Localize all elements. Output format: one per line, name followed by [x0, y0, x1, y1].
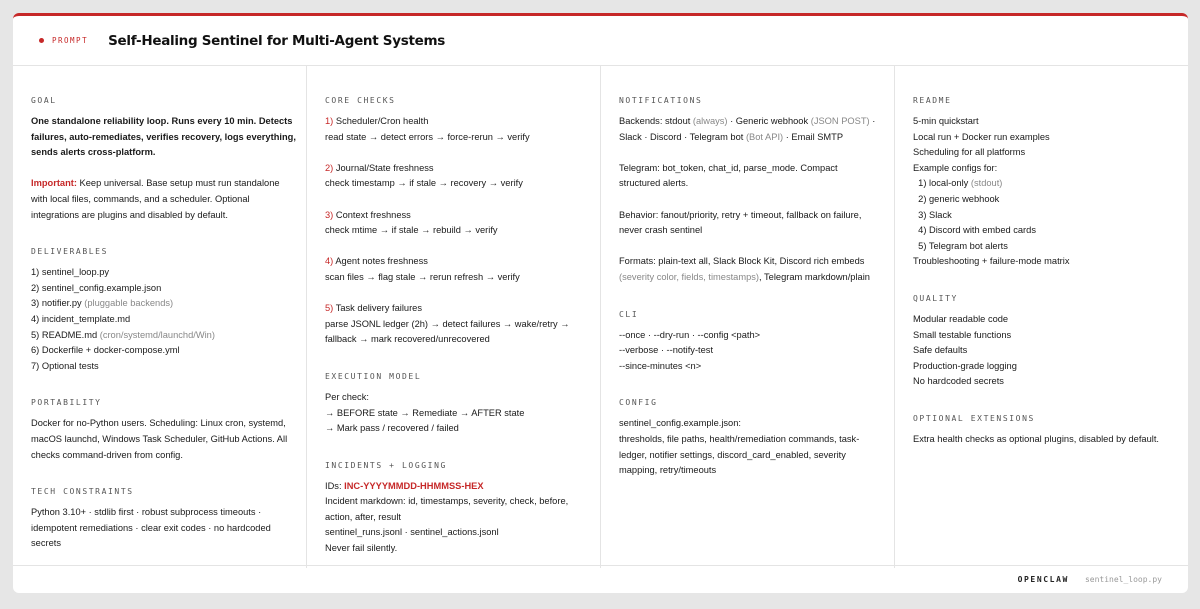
text-segment: 4)	[325, 256, 334, 267]
text-line	[31, 114, 306, 130]
text-segment: Context freshness	[333, 209, 411, 220]
text-line	[325, 479, 600, 495]
text-segment: (severity color, fields, timestamps)	[619, 271, 760, 282]
text-segment: 5) Telegram bot alerts	[913, 240, 1008, 251]
section-core-checks	[325, 96, 600, 348]
text-segment: Keep universal. Base setup must run standalone	[76, 178, 280, 189]
text-line	[31, 416, 306, 432]
text-line	[619, 416, 894, 432]
line-gap	[325, 286, 600, 302]
status-dot-icon	[39, 38, 44, 43]
text-line	[31, 296, 306, 312]
text-segment: Formats: plain-text all, Slack Block Kit, Discord rich embeds	[619, 256, 865, 267]
text-line	[619, 359, 894, 375]
text-line	[913, 374, 1188, 390]
section-title: DELIVERABLES	[31, 247, 108, 257]
text-segment: Never fail silently.	[325, 543, 398, 554]
section-execution-model	[325, 372, 600, 437]
text-line	[913, 130, 1188, 146]
text-segment: structured alerts.	[619, 178, 689, 189]
text-segment: read state → detect errors → force-rerun → verify	[325, 131, 530, 142]
text-segment: Small testable functions	[913, 329, 1012, 340]
text-line	[619, 270, 894, 286]
section-title: CONFIG	[619, 398, 658, 408]
text-segment: 1)	[325, 116, 334, 126]
text-segment: Agent notes freshness	[333, 256, 428, 267]
text-segment: check timestamp → if stale → recovery → verify	[325, 178, 523, 189]
text-segment: failures, auto-remediates, verifies recovery, logs everything,	[31, 131, 296, 142]
text-segment: thresholds, file paths, health/remediation commands, task-	[619, 433, 860, 444]
text-line	[325, 114, 600, 130]
text-line	[325, 254, 600, 270]
section-cli	[619, 310, 894, 375]
text-segment: Task delivery failures	[333, 303, 422, 314]
text-segment: (JSON POST)	[810, 116, 870, 126]
content-columns	[13, 66, 1188, 568]
text-line	[325, 317, 600, 333]
section-readme	[913, 96, 1188, 270]
text-segment: secrets	[31, 538, 61, 549]
section-deliverables	[31, 247, 306, 374]
text-line	[31, 208, 306, 224]
text-line	[325, 525, 600, 541]
text-segment: 5) README.md	[31, 329, 100, 340]
section-optional-extensions	[913, 414, 1188, 448]
text-line	[325, 541, 600, 557]
text-line	[31, 312, 306, 328]
text-segment: never crash sentinel	[619, 225, 703, 236]
prompt-tag: PROMPT	[52, 36, 89, 45]
text-segment: · Generic webhook	[727, 116, 811, 126]
text-segment: (pluggable backends)	[84, 298, 174, 309]
text-line	[325, 390, 600, 406]
text-segment: sends alerts cross-platform.	[31, 147, 156, 158]
text-segment: idempotent remediations · clear exit codes · no hardcoded	[31, 522, 271, 533]
text-line	[619, 223, 894, 239]
text-segment: 2)	[325, 162, 334, 173]
section-quality	[913, 294, 1188, 390]
text-segment: 6) Dockerfile + docker-compose.yml	[31, 345, 180, 356]
text-line	[31, 536, 306, 552]
section-incidents-logging	[325, 461, 600, 557]
text-line	[31, 505, 306, 521]
text-line	[619, 328, 894, 344]
text-line	[31, 265, 306, 281]
text-line	[619, 130, 894, 146]
text-segment: 3)	[325, 209, 334, 220]
page-title: Self-Healing Sentinel for Multi-Agent Systems	[108, 32, 445, 49]
line-gap	[31, 161, 306, 177]
text-line	[325, 270, 600, 286]
text-segment: Modular readable code	[913, 313, 1009, 324]
text-segment: Troubleshooting + failure-mode matrix	[913, 256, 1070, 267]
text-segment: (stdout)	[970, 178, 1003, 189]
line-gap	[325, 239, 600, 255]
text-segment: Incident markdown: id, timestamps, severity, check, before,	[325, 496, 569, 507]
text-segment: sentinel_config.example.json:	[619, 418, 741, 429]
text-line	[619, 254, 894, 270]
column-1	[13, 66, 307, 568]
text-line	[913, 114, 1188, 130]
text-segment: with local files, commands, and a scheduler. Optional	[31, 193, 250, 204]
text-segment: ·	[869, 116, 876, 126]
prompt-card	[13, 13, 1188, 593]
text-line	[913, 312, 1188, 328]
text-segment: sentinel_runs.jsonl · sentinel_actions.jsonl	[325, 527, 499, 538]
text-segment: Scheduling for all platforms	[913, 147, 1026, 158]
line-gap	[619, 239, 894, 255]
filename-label: sentinel_loop.py	[1084, 575, 1162, 584]
text-line	[619, 463, 894, 479]
section-goal	[31, 96, 306, 223]
text-segment: → BEFORE state → Remediate → AFTER state	[325, 407, 525, 418]
text-line	[913, 328, 1188, 344]
section-title: README	[913, 96, 952, 105]
text-line	[31, 359, 306, 375]
section-title: QUALITY	[913, 293, 958, 303]
text-line	[31, 328, 306, 344]
text-segment: Local run + Docker run examples	[913, 131, 1050, 142]
section-title: PORTABILITY	[31, 398, 102, 408]
text-segment: 4) incident_template.md	[31, 313, 131, 324]
text-line	[325, 510, 600, 526]
text-segment: 5-min quickstart	[913, 116, 979, 126]
text-line	[913, 239, 1188, 255]
text-line	[619, 343, 894, 359]
text-segment: Safe defaults	[913, 345, 968, 356]
line-gap	[619, 145, 894, 161]
text-segment: checks command-driven from config.	[31, 449, 183, 460]
text-line	[913, 343, 1188, 359]
section-portability	[31, 398, 306, 463]
text-segment: fallback → mark recovered/unrecovered	[325, 334, 490, 345]
text-segment: ledger, notifier settings, discord_card_enabled, severity	[619, 449, 846, 460]
text-segment: Important:	[31, 178, 77, 189]
text-segment: 5)	[325, 303, 334, 314]
text-segment: · Email SMTP	[783, 131, 844, 142]
text-segment: 3) notifier.py	[31, 298, 85, 309]
text-line	[913, 254, 1188, 270]
text-line	[31, 145, 306, 161]
text-segment: 4) Discord with embed cards	[913, 225, 1036, 236]
text-line	[913, 161, 1188, 177]
text-line	[325, 421, 600, 437]
text-segment: Per check:	[325, 391, 369, 402]
text-segment: 7) Optional tests	[31, 360, 99, 371]
text-line	[913, 359, 1188, 375]
text-segment: 2) sentinel_config.example.json	[31, 282, 162, 293]
text-line	[619, 432, 894, 448]
section-title: CORE CHECKS	[325, 96, 396, 105]
text-line	[325, 301, 600, 317]
text-segment: IDs:	[325, 480, 345, 491]
text-line	[31, 192, 306, 208]
card-header	[13, 16, 1188, 66]
text-segment: 3) Slack	[913, 209, 952, 220]
column-2	[307, 66, 601, 568]
text-segment: → Mark pass / recovered / failed	[325, 423, 459, 434]
text-line	[913, 208, 1188, 224]
text-line	[325, 208, 600, 224]
text-line	[325, 161, 600, 177]
column-4	[895, 66, 1188, 568]
text-line	[619, 208, 894, 224]
section-title: TECH CONSTRAINTS	[31, 487, 134, 497]
text-line	[913, 192, 1188, 208]
card-footer	[13, 565, 1188, 593]
section-title: INCIDENTS + LOGGING	[325, 460, 447, 470]
text-line	[31, 176, 306, 192]
text-line	[325, 332, 600, 348]
text-segment: (Bot API)	[745, 131, 784, 142]
text-line	[31, 521, 306, 537]
text-line	[619, 114, 894, 130]
section-tech-constraints	[31, 487, 306, 552]
text-segment: macOS launchd, Windows Task Scheduler, GitHub Actions. All	[31, 433, 288, 444]
text-segment: Scheduler/Cron health	[333, 116, 429, 126]
text-line	[619, 161, 894, 177]
text-line	[913, 176, 1188, 192]
line-gap	[325, 192, 600, 208]
column-3	[601, 66, 895, 568]
text-segment: 1) sentinel_loop.py	[31, 267, 110, 278]
text-line	[31, 432, 306, 448]
text-segment: Backends: stdout	[619, 116, 693, 126]
text-line	[325, 406, 600, 422]
text-segment: Slack · Discord · Telegram bot	[619, 131, 746, 142]
text-segment: --since-minutes <n>	[619, 360, 702, 371]
text-segment: 1) local-only	[913, 178, 971, 189]
text-line	[913, 223, 1188, 239]
text-line	[325, 494, 600, 510]
text-line	[325, 223, 600, 239]
text-segment: Telegram: bot_token, chat_id, parse_mode. Compact	[619, 162, 838, 173]
text-line	[619, 448, 894, 464]
text-segment: Production-grade logging	[913, 360, 1017, 371]
text-segment: (cron/systemd/launchd/Win)	[99, 329, 215, 340]
text-line	[31, 343, 306, 359]
text-segment: --verbose · --notify-test	[619, 345, 714, 356]
text-segment: INC-YYYYMMDD-HHMMSS-HEX	[344, 480, 484, 491]
section-title: NOTIFICATIONS	[619, 96, 703, 105]
text-segment: Extra health checks as optional plugins, disabled by default.	[913, 433, 1160, 444]
text-segment: (always)	[692, 116, 728, 126]
text-line	[31, 130, 306, 146]
text-segment: Docker for no-Python users. Scheduling: Linux cron, systemd,	[31, 418, 286, 429]
text-segment: Python 3.10+ · stdlib first · robust subprocess timeouts ·	[31, 507, 262, 518]
section-config	[619, 398, 894, 478]
text-line	[325, 176, 600, 192]
section-title: OPTIONAL EXTENSIONS	[913, 413, 1035, 423]
text-segment: scan files → flag stale → rerun refresh → verify	[325, 271, 520, 282]
text-segment: One standalone reliability loop. Runs every 10 min. Detects	[31, 116, 293, 126]
section-title: GOAL	[31, 96, 57, 105]
section-title: EXECUTION MODEL	[325, 371, 422, 381]
text-segment: Journal/State freshness	[333, 162, 434, 173]
text-segment: action, after, result	[325, 511, 401, 522]
text-segment: integrations are plugins and disabled by default.	[31, 209, 228, 220]
section-title: CLI	[619, 309, 639, 319]
text-line	[31, 448, 306, 464]
line-gap	[325, 145, 600, 161]
text-line	[913, 145, 1188, 161]
brand-label: OPENCLAW	[1017, 575, 1069, 584]
text-line	[913, 432, 1188, 448]
text-line	[325, 130, 600, 146]
text-segment: Example configs for:	[913, 162, 998, 173]
text-segment: parse JSONL ledger (2h) → detect failures → wake/retry →	[325, 318, 570, 329]
text-segment: 2) generic webhook	[913, 193, 1000, 204]
text-segment: , Telegram markdown/plain	[759, 271, 870, 282]
text-line	[31, 281, 306, 297]
text-line	[619, 176, 894, 192]
text-segment: No hardcoded secrets	[913, 376, 1004, 387]
text-segment: --once · --dry-run · --config <path>	[619, 329, 761, 340]
text-segment: mapping, retry/timeouts	[619, 465, 717, 476]
text-segment: check mtime → if stale → rebuild → verify	[325, 225, 498, 236]
line-gap	[619, 192, 894, 208]
text-segment: Behavior: fanout/priority, retry + timeout, fallback on failure,	[619, 209, 862, 220]
section-notifications	[619, 96, 894, 286]
